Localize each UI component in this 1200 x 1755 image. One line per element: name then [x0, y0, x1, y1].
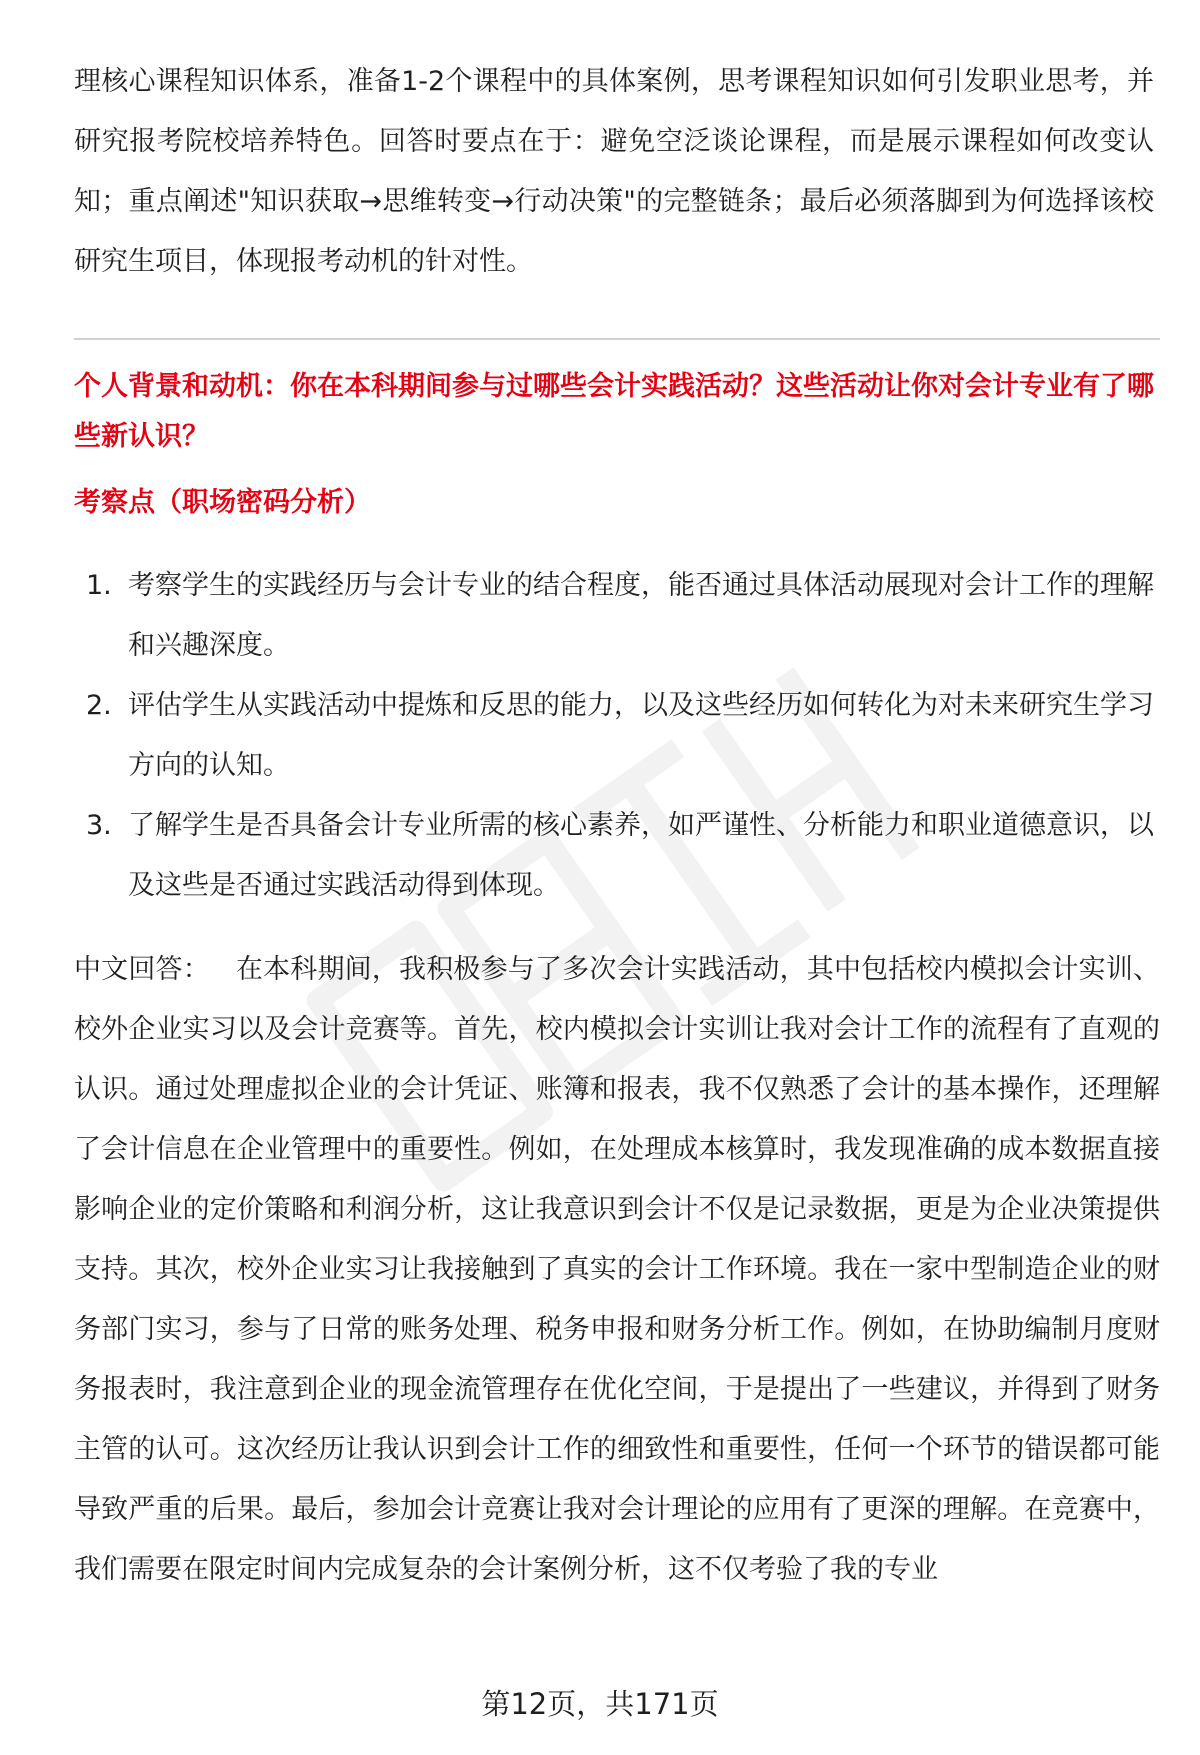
page-number: 第12页，共171页	[481, 1687, 719, 1721]
list-item-number: 3.	[86, 810, 112, 841]
list-item	[74, 796, 1160, 916]
list-item-text: 了解学生是否具备会计专业所需的核心素养，如严谨性、分析能力和职业道德意识，以及这些是否通过实践活动得到体现。	[128, 810, 1154, 901]
section-divider	[74, 338, 1160, 340]
answer-label: 中文回答：	[74, 954, 210, 985]
list-item-text: 考察学生的实践经历与会计专业的结合程度，能否通过具体活动展现对会计工作的理解和兴趣深度。	[128, 570, 1154, 661]
question-heading: 个人背景和动机：你在本科期间参与过哪些会计实践活动？这些活动让你对会计专业有了哪些新认识？	[74, 371, 1154, 452]
intro-paragraph: 理核心课程知识体系，准备1-2个课程中的具体案例，思考课程知识如何引发职业思考，并研究报考院校培养特色。回答时要点在于：避免空泛谈论课程，而是展示课程如何改变认知；重点阐述"知识获取→思维转变→行动决策"的完整链条；最后必须落脚到为何选择该校研究生项目，体现报考动机的针对性。	[74, 66, 1154, 277]
list-item	[74, 676, 1160, 796]
list-item-number: 1.	[86, 570, 112, 601]
section-title: 考察点（职场密码分析）	[74, 487, 371, 518]
assessment-points-list	[74, 556, 1160, 916]
answer-text: 在本科期间，我积极参与了多次会计实践活动，其中包括校内模拟会计实训、校外企业实习以及会计竞赛等。首先，校内模拟会计实训让我对会计工作的流程有了直观的认识。通过处理虚拟企业的会计凭证、账簿和报表，我不仅熟悉了会计的基本操作，还理解了会计信息在企业管理中的重要性。例如，在处理成本核算时，我发现准确的成本数据直接影响企业的定价策略和利润分析，这让我意识到会计不仅是记录数据，更是为企业决策提供支持。其次，校外企业实习让我接触到了真实的会计工作环境。我在一家中型制造企业的财务部门实习，参与了日常的账务处理、税务申报和财务分析工作。例如，在协助编制月度财务报表时，我注意到企业的现金流管理存在优化空间，于是提出了一些建议，并得到了财务主管的认可。这次经历让我认识到会计工作的细致性和重要性，任何一个环节的错误都可能导致严重的后果。最后，参加会计竞赛让我对会计理论的应用有了更深的理解。在竞赛中，我们需要在限定时间内完成复杂的会计案例分析，这不仅考验了我的专业	[74, 954, 1160, 1585]
list-item-number: 2.	[86, 690, 112, 721]
list-item-text: 评估学生从实践活动中提炼和反思的能力，以及这些经历如何转化为对未来研究生学习方向的认知。	[128, 690, 1154, 781]
list-item	[74, 556, 1160, 676]
answer-paragraph	[74, 940, 1160, 1600]
